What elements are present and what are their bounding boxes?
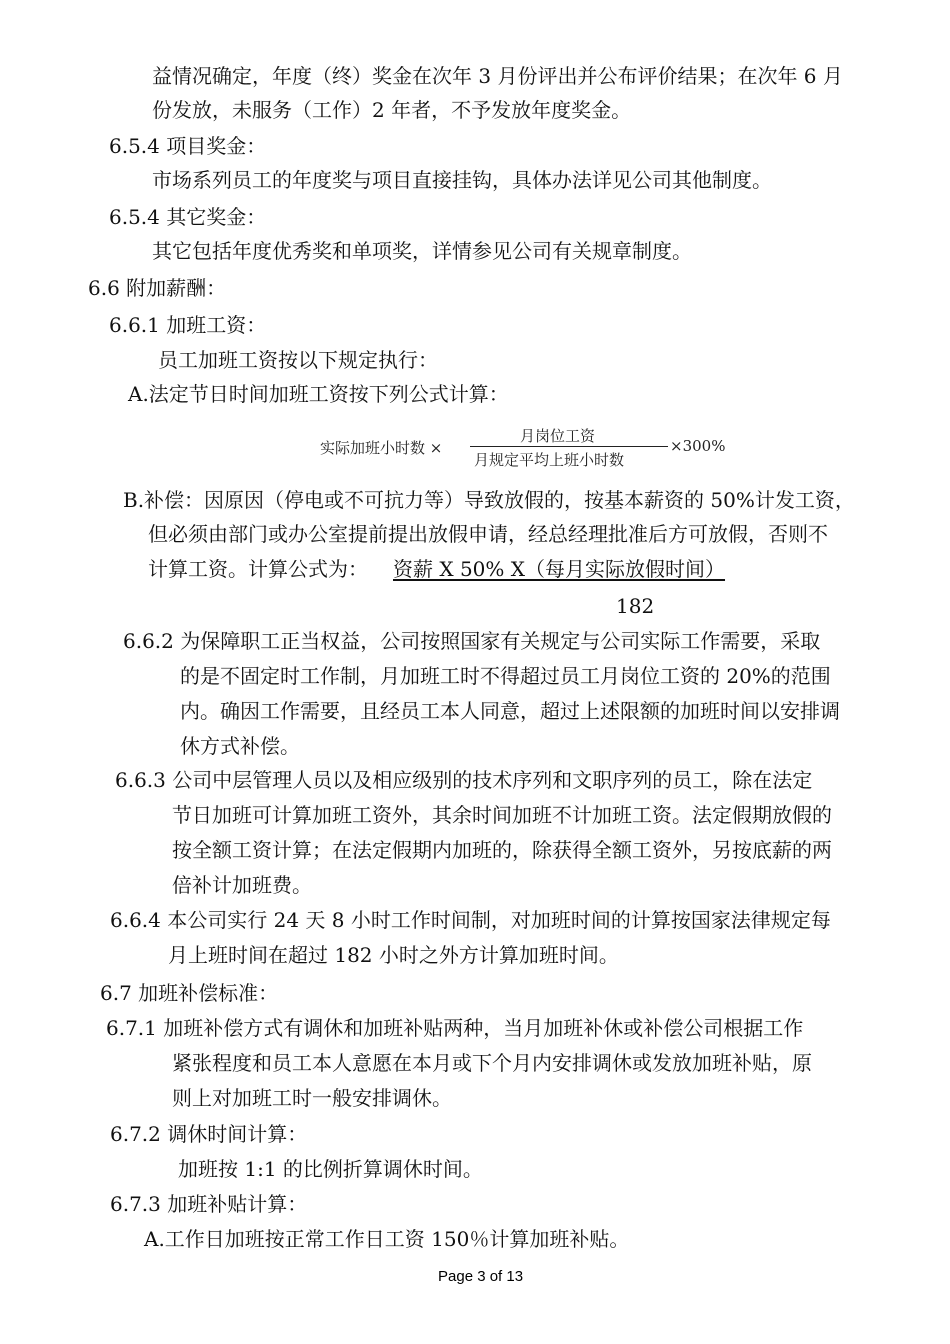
- paragraph-line: 益情况确定，年度（终）奖金在次年 3 月份评出并公布评价结果；在次年 6 月: [152, 64, 843, 88]
- paragraph-line: A.工作日加班按正常工作日工资 150％计算加班补贴。: [144, 1227, 630, 1251]
- formula-numerator: 月岗位工资: [520, 427, 596, 445]
- paragraph-line: 的是不固定时工作制，月加班工时不得超过员工月岗位工资的 20%的范围: [180, 664, 831, 688]
- paragraph-line: A.法定节日时间加班工资按下列公式计算：: [128, 382, 509, 406]
- formula-denominator-182: 182: [616, 594, 655, 618]
- paragraph-line: B.补偿：因原因（停电或不可抗力等）导致放假的，按基本薪资的 50%计发工资，: [123, 488, 855, 512]
- section-heading: 6.5.4 项目奖金：: [109, 134, 267, 158]
- paragraph-line: 紧张程度和员工本人意愿在本月或下个月内安排调休或发放加班补贴，原: [172, 1051, 812, 1075]
- page-number: Page 3 of 13: [438, 1268, 524, 1285]
- paragraph-line: 6.6.4 本公司实行 24 天 8 小时工作时间制，对加班时间的计算按国家法律规定每: [110, 908, 831, 932]
- paragraph-line: 6.6.2 为保障职工正当权益，公司按照国家有关规定与公司实际工作需要，采取: [123, 629, 821, 653]
- section-heading: 6.6.1 加班工资：: [109, 313, 267, 337]
- paragraph-line: 月上班时间在超过 182 小时之外方计算加班时间。: [168, 943, 619, 967]
- paragraph-line: 内。确因工作需要，且经员工本人同意，超过上述限额的加班时间以安排调: [180, 699, 840, 723]
- section-heading: 6.7.2 调休时间计算：: [110, 1122, 308, 1146]
- paragraph-line: 员工加班工资按以下规定执行：: [158, 348, 438, 372]
- formula-left: 实际加班小时数 ×: [320, 439, 443, 457]
- paragraph-line: 份发放，未服务（工作）2 年者，不予发放年度奖金。: [152, 98, 632, 122]
- paragraph-line: 其它包括年度优秀奖和单项奖，详情参见公司有关规章制度。: [152, 239, 692, 263]
- paragraph-line: 市场系列员工的年度奖与项目直接挂钩，具体办法详见公司其他制度。: [152, 168, 772, 192]
- paragraph-line: 则上对加班工时一般安排调休。: [172, 1086, 452, 1110]
- paragraph-line: 加班按 1:1 的比例折算调休时间。: [178, 1157, 483, 1181]
- formula-text: 资薪 X 50% X（每月实际放假时间）: [393, 557, 726, 581]
- paragraph-line: 倍补计加班费。: [172, 873, 312, 897]
- paragraph-line: 节日加班可计算加班工资外，其余时间加班不计加班工资。法定假期放假的: [172, 803, 832, 827]
- formula-right: ×300%: [670, 437, 726, 455]
- section-heading: 6.7.3 加班补贴计算：: [110, 1192, 308, 1216]
- section-heading: 6.7 加班补偿标准：: [100, 981, 279, 1005]
- paragraph-line: 按全额工资计算；在法定假期内加班的，除获得全额工资外，另按底薪的两: [172, 838, 832, 862]
- section-heading: 6.5.4 其它奖金：: [109, 205, 267, 229]
- paragraph-line: 6.6.3 公司中层管理人员以及相应级别的技术序列和文职序列的员工，除在法定: [115, 768, 813, 792]
- section-heading: 6.6 附加薪酬：: [88, 276, 227, 300]
- paragraph-line: 计算工资。计算公式为：: [148, 557, 368, 581]
- paragraph-line: 休方式补偿。: [180, 734, 300, 758]
- fraction-bar: [470, 446, 668, 447]
- paragraph-line: 6.7.1 加班补偿方式有调休和加班补贴两种，当月加班补休或补偿公司根据工作: [106, 1016, 804, 1040]
- formula-denominator: 月规定平均上班小时数: [474, 451, 625, 469]
- paragraph-line: 但必须由部门或办公室提前提出放假申请，经总经理批准后方可放假，否则不: [148, 522, 828, 546]
